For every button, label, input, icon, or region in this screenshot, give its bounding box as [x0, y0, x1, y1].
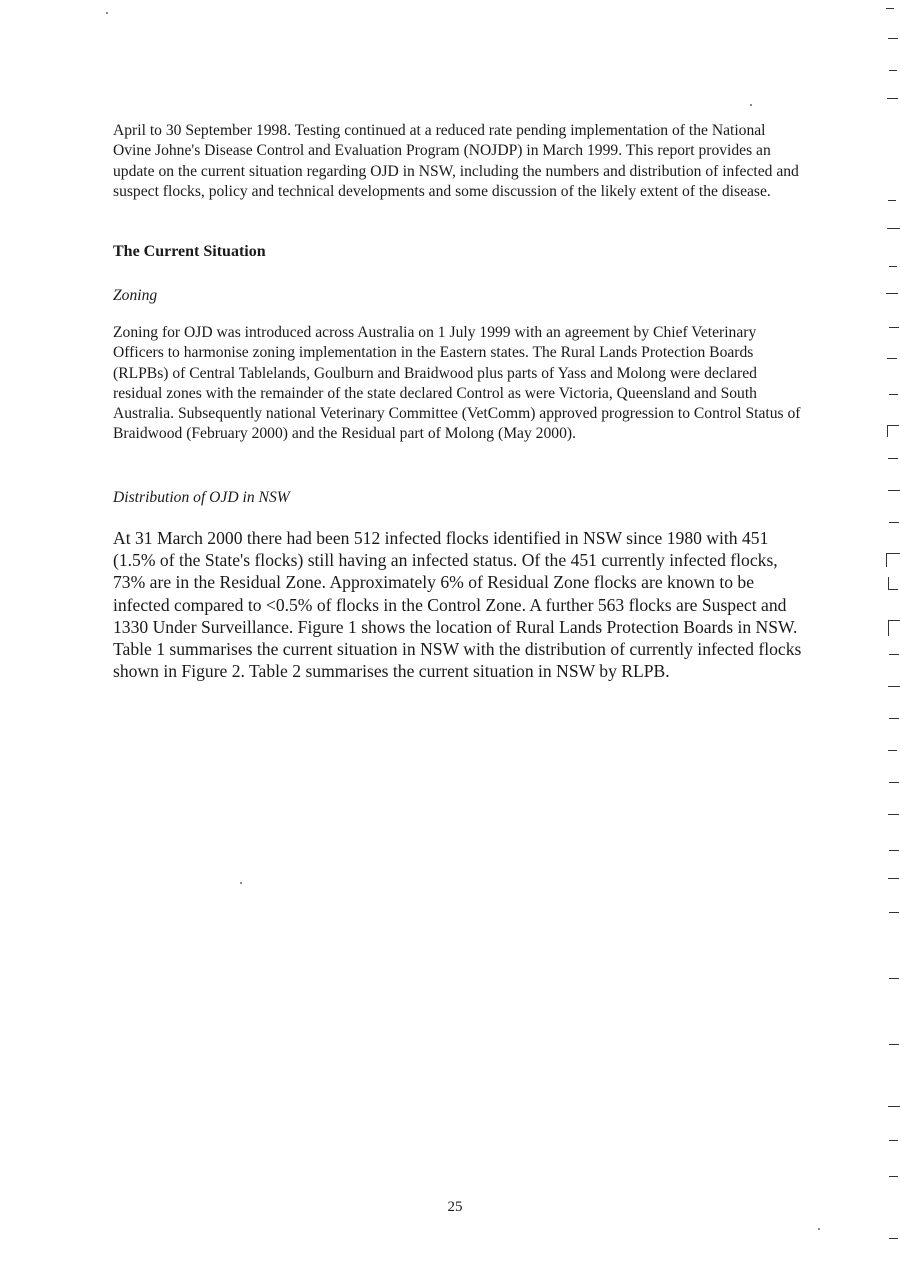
section-heading-current-situation: The Current Situation: [113, 243, 266, 260]
subheading-distribution: Distribution of OJD in NSW: [113, 489, 290, 506]
zoning-paragraph: Zoning for OJD was introduced across Australia on 1 July 1999 with an agreement by Chief Veterinary Officers to harmonise zoning implementation in the Eastern states. The Rural Lands Protection Boards (RLPBs) of Central Tablelands, Goulburn and Braidwood plus parts of Yass and Molong were declared residual zones with the remainder of the state declared Control as were Victoria, Queensland and South Australia. Subsequently national Veterinary Committee (VetComm) approved progression to Control Status of Braidwood (February 2000) and the Residual part of Molong (May 2000).: [113, 324, 801, 443]
distribution-paragraph: At 31 March 2000 there had been 512 infected flocks identified in NSW since 1980 with 451 (1.5% of the State's flocks) still having an infected status. Of the 451 currently infected flocks, 73% are in the Residual Zone. Approximately 6% of Residual Zone flocks are known to be infected compared to <0.5% of flocks in the Control Zone. A further 563 flocks are Suspect and 1330 Under Surveillance. Figure 1 shows the location of Rural Lands Protection Boards in NSW. Table 1 summarises the current situation in NSW with the distribution of currently infected flocks shown in Figure 2. Table 2 summarises the current situation in NSW by RLPB.: [113, 528, 802, 682]
page-number: 25: [447, 1199, 463, 1215]
subheading-zoning: Zoning: [113, 287, 158, 304]
intro-paragraph: April to 30 September 1998. Testing continued at a reduced rate pending implementation of the National Ovine Johne's Disease Control and Evaluation Program (NOJDP) in March 1999. This report provides an update on the current situation regarding OJD in NSW, including the numbers and distribution of infected and suspect flocks, policy and technical developments and some discussion of the likely extent of the disease.: [113, 122, 799, 200]
